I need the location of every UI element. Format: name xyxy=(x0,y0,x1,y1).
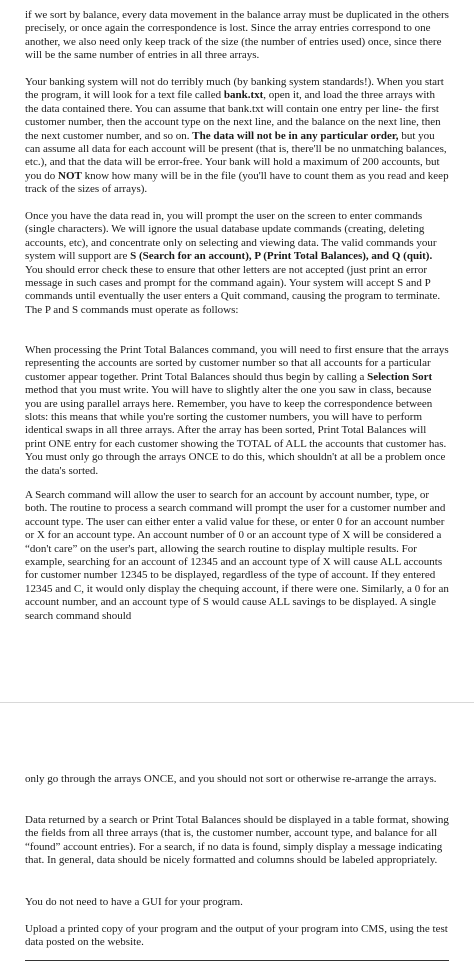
text-run: but you can assume all data for each account will be present (that is, there'll be no unmatching balances, etc.), and that the data will be error-free. Your bank will hold a maximum of 200 accounts, but you do xyxy=(25,129,447,182)
text-run: method that you must write. You will have to slightly alter the one you saw in class, because you are using parallel arrays here. Remember, you have to keep the correspondence between slots: this means that while you're sorting the customer numbers, you will have to perform identical swaps in all three arrays. After the array has been sorted, Print Total Balances will print ONE entry for each customer showing the TOTAL of ALL the accounts that customer has. You must only go through the arrays ONCE to do this, which shouldn't at all be a problem once the data's sorted. xyxy=(25,384,447,477)
text-run: Your banking system will not do terribly much (by banking system standards!). When you start the program, it will look for a text file called xyxy=(25,76,444,102)
paragraph-upload: Upload a printed copy of your program and the output of your program into CMS, using the test data posted on the website. xyxy=(25,923,448,949)
text-run: , open it, and load the three arrays with the data contained there. You can assume that bank.txt will contain one entry per line- the first customer number, then the account type on the next line, and the balance on the next line, then the next customer number, and so on. xyxy=(25,89,441,142)
bold-order-note: The data will not be in any particular order, xyxy=(192,129,399,142)
text-run: Once you have the data read in, you will prompt the user on the screen to enter commands (single characters). We will ignore the usual database update commands (creating, deleting accounts, etc), and concentrate only on selecting and viewing data. The valid commands your system will support are xyxy=(25,210,437,263)
paragraph-array-correspondence: if we sort by balance, every data movement in the balance array must be duplicated in the others precisely, or once again the correspondence is lost. Since the array entries correspond to one another, we also need only keep track of the size (the number of entries used) once, since there will be the same number of entries in all three arrays. xyxy=(25,9,449,62)
paragraph-banking-system-file xyxy=(25,76,449,197)
paragraph-search-command: A Search command will allow the user to search for an account by account number, type, or both. The routine to process a search command will prompt the user for a customer number and account type. The user can either enter a valid value for these, or enter 0 for an account number or X for an account type. An account number of 0 or an account type of X will be considered a “don't care” on the user's part, allowing the search routine to display multiple results. For example, searching for an account of 12345 and an account type of X will cause ALL accounts for customer number 12345 to be displayed, regardless of the type of account. If they entered 12345 and C, it would only display the chequing account, if there were one. Similarly, a 0 for an account number, and an account type of S would cause ALL savings to be displayed. A single search command should xyxy=(25,489,449,622)
page-break xyxy=(0,702,474,771)
bold-filename: bank.txt xyxy=(223,89,264,102)
paragraph-table-format: Data returned by a search or Print Total Balances should be displayed in a table format, showing the fields from all three arrays (that is, the customer number, account type, and balance for all “found” account entries). For a search, if no data is found, simply display a message indicating that. In general, data should be nicely formatted and columns should be labeled appropriately. xyxy=(25,814,449,867)
text-run: know how many will be in the file (you'll have to count them as you read and keep track of the sizes of arrays). xyxy=(25,169,449,196)
text-run: When processing the Print Total Balances command, you will need to first ensure that the arrays representing the accounts are sorted by customer number so that all accounts for a particular customer appear together. Print Total Balances should thus begin by calling a xyxy=(25,344,449,383)
bottom-divider xyxy=(25,960,449,961)
bold-selection-sort: Selection Sort xyxy=(367,370,433,383)
text-run: You should error check these to ensure that other letters are not accepted (just print an error message in such cases and prompt for the command again). Your system will accept S and P commands until eventually the user enters a Quit command, causing the program to terminate. The P and S commands must operate as follows: xyxy=(25,263,441,316)
paragraph-commands xyxy=(25,210,449,317)
bold-not: NOT xyxy=(58,169,82,182)
bold-command-list: S (Search for an account), P (Print Total Balances), and Q (quit). xyxy=(130,250,433,263)
paragraph-search-once: only go through the arrays ONCE, and you should not sort or otherwise re-arrange the arrays. xyxy=(25,773,437,785)
paragraph-no-gui: You do not need to have a GUI for your program. xyxy=(25,896,243,908)
paragraph-print-total-balances xyxy=(25,344,449,478)
